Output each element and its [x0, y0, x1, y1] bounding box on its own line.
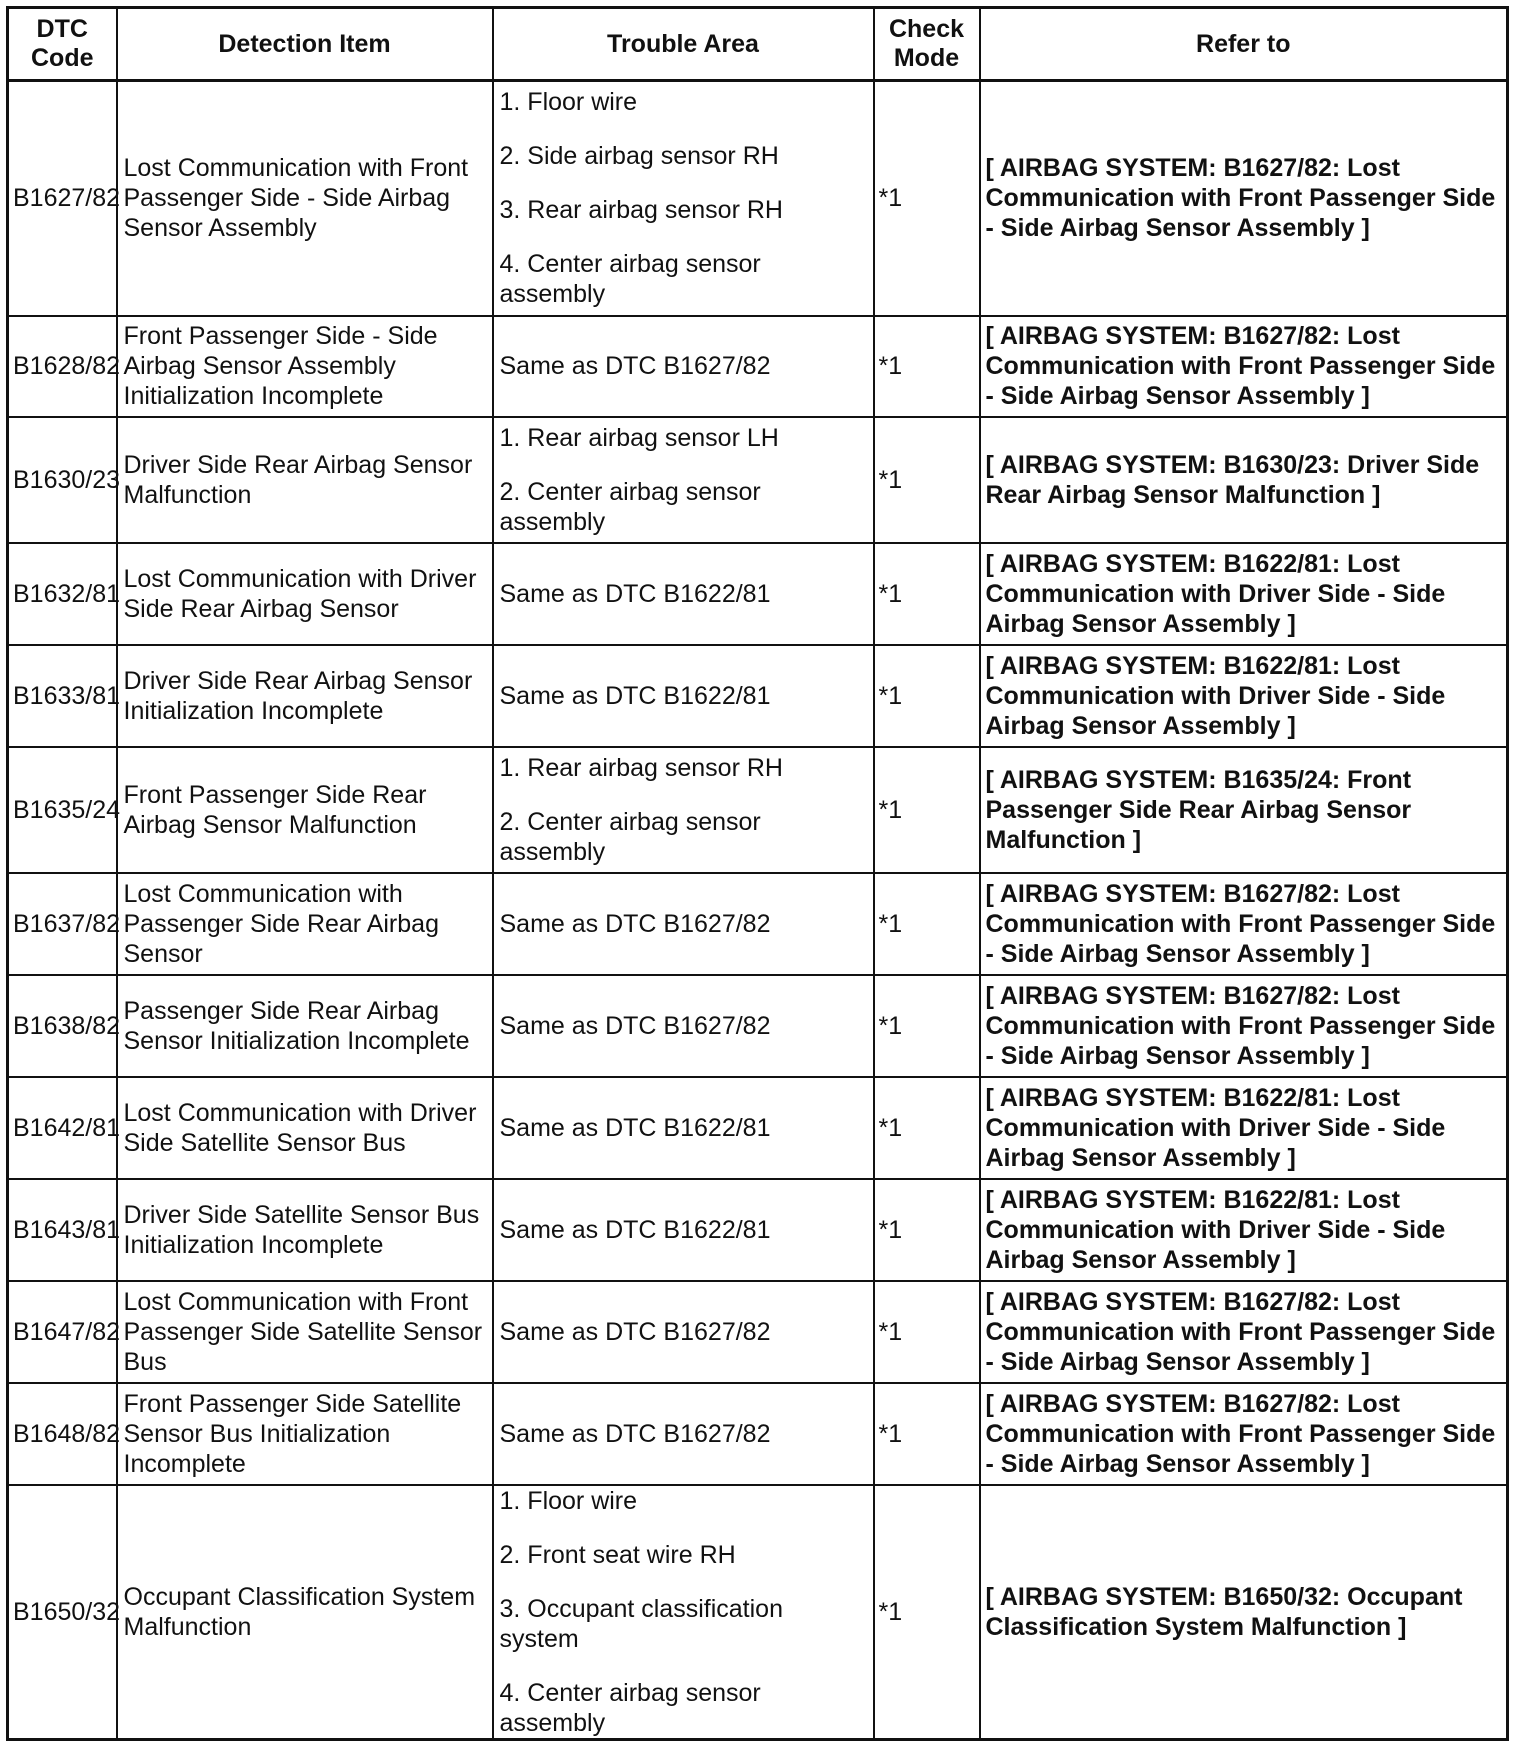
- detection-item-cell: Lost Communication with Front Passenger Side - Side Airbag Sensor Assembly: [117, 81, 493, 316]
- check-mode-cell: *1: [874, 417, 980, 543]
- trouble-area-cell: [493, 1179, 874, 1281]
- dtc-code-cell: B1647/82: [8, 1281, 117, 1383]
- dtc-code-cell: B1648/82: [8, 1383, 117, 1485]
- dtc-code-cell: B1650/32: [8, 1485, 117, 1740]
- check-mode-cell: *1: [874, 747, 980, 873]
- dtc-code-cell: B1643/81: [8, 1179, 117, 1281]
- dtc-code-cell: B1632/81: [8, 543, 117, 645]
- refer-to-cell: [ AIRBAG SYSTEM: B1627/82: Lost Communication with Front Passenger Side - Side Airbag Sensor Assembly ]: [980, 81, 1508, 316]
- dtc-code-cell: B1638/82: [8, 975, 117, 1077]
- detection-item-cell: Occupant Classification System Malfunction: [117, 1485, 493, 1740]
- trouble-area-list: [500, 909, 867, 939]
- refer-to-cell: [ AIRBAG SYSTEM: B1622/81: Lost Communication with Driver Side - Side Airbag Sensor Assembly ]: [980, 645, 1508, 747]
- check-mode-cell: *1: [874, 975, 980, 1077]
- dtc-table: [6, 6, 1509, 1741]
- trouble-area-item: 4. Center airbag sensor assembly: [499, 1678, 761, 1737]
- trouble-area-item: Same as DTC B1627/82: [499, 1011, 771, 1040]
- table-row: [8, 543, 1508, 645]
- trouble-area-list: [500, 1215, 867, 1245]
- trouble-area-item: Same as DTC B1627/82: [499, 352, 771, 380]
- detection-item-cell: Lost Communication with Driver Side Satellite Sensor Bus: [117, 1077, 493, 1179]
- detection-item-cell: Driver Side Rear Airbag Sensor Initialization Incomplete: [117, 645, 493, 747]
- trouble-area-list: [500, 579, 867, 609]
- refer-to-cell: [ AIRBAG SYSTEM: B1627/82: Lost Communication with Front Passenger Side - Side Airbag Sensor Assembly ]: [980, 1281, 1508, 1383]
- trouble-area-item: 2. Center airbag sensor assembly: [499, 477, 761, 536]
- trouble-area-list: [500, 1317, 867, 1347]
- check-mode-cell: *1: [874, 1383, 980, 1485]
- detection-item-cell: Front Passenger Side Satellite Sensor Bus Initialization Incomplete: [117, 1383, 493, 1485]
- header-refer-to: Refer to: [980, 8, 1508, 81]
- dtc-code-cell: B1635/24: [8, 747, 117, 873]
- detection-item-cell: Lost Communication with Driver Side Rear Airbag Sensor: [117, 543, 493, 645]
- refer-to-cell: [ AIRBAG SYSTEM: B1627/82: Lost Communication with Front Passenger Side - Side Airbag Sensor Assembly ]: [980, 316, 1508, 417]
- header-detection-item: Detection Item: [117, 8, 493, 81]
- trouble-area-item: 2. Front seat wire RH: [499, 1540, 736, 1569]
- refer-to-cell: [ AIRBAG SYSTEM: B1650/32: Occupant Classification System Malfunction ]: [980, 1485, 1508, 1740]
- refer-to-cell: [ AIRBAG SYSTEM: B1622/81: Lost Communication with Driver Side - Side Airbag Sensor Assembly ]: [980, 543, 1508, 645]
- check-mode-cell: *1: [874, 1485, 980, 1740]
- detection-item-cell: Front Passenger Side - Side Airbag Sensor Assembly Initialization Incomplete: [117, 316, 493, 417]
- table-row: [8, 1383, 1508, 1485]
- trouble-area-item: 1. Floor wire: [499, 88, 638, 117]
- trouble-area-cell: [493, 1281, 874, 1383]
- refer-to-cell: [ AIRBAG SYSTEM: B1627/82: Lost Communication with Front Passenger Side - Side Airbag Sensor Assembly ]: [980, 975, 1508, 1077]
- refer-to-cell: [ AIRBAG SYSTEM: B1630/23: Driver Side Rear Airbag Sensor Malfunction ]: [980, 417, 1508, 543]
- trouble-area-cell: [493, 1485, 874, 1740]
- detection-item-cell: Driver Side Rear Airbag Sensor Malfunction: [117, 417, 493, 543]
- trouble-area-list: [500, 1011, 867, 1041]
- detection-item-cell: Lost Communication with Passenger Side Rear Airbag Sensor: [117, 873, 493, 975]
- table-row: [8, 417, 1508, 543]
- check-mode-cell: *1: [874, 1077, 980, 1179]
- detection-item-cell: Driver Side Satellite Sensor Bus Initialization Incomplete: [117, 1179, 493, 1281]
- table-row: [8, 975, 1508, 1077]
- trouble-area-item: 1. Floor wire: [499, 1486, 638, 1515]
- trouble-area-item: Same as DTC B1627/82: [499, 1419, 771, 1448]
- trouble-area-item: 3. Rear airbag sensor RH: [499, 196, 783, 225]
- trouble-area-cell: [493, 543, 874, 645]
- table-row: [8, 1077, 1508, 1179]
- refer-to-cell: [ AIRBAG SYSTEM: B1627/82: Lost Communication with Front Passenger Side - Side Airbag Sensor Assembly ]: [980, 873, 1508, 975]
- trouble-area-cell: [493, 81, 874, 316]
- header-row: [8, 8, 1508, 81]
- refer-to-cell: [ AIRBAG SYSTEM: B1622/81: Lost Communication with Driver Side - Side Airbag Sensor Assembly ]: [980, 1179, 1508, 1281]
- trouble-area-list: [500, 1486, 867, 1738]
- trouble-area-item: 4. Center airbag sensor assembly: [499, 250, 761, 309]
- dtc-code-cell: B1627/82: [8, 81, 117, 316]
- trouble-area-list: [500, 681, 867, 711]
- trouble-area-cell: [493, 1383, 874, 1485]
- trouble-area-cell: [493, 747, 874, 873]
- check-mode-cell: *1: [874, 81, 980, 316]
- trouble-area-item: 2. Side airbag sensor RH: [499, 142, 779, 171]
- trouble-area-item: 1. Rear airbag sensor LH: [499, 423, 779, 452]
- table-row: [8, 747, 1508, 873]
- dtc-code-cell: B1637/82: [8, 873, 117, 975]
- trouble-area-item: Same as DTC B1622/81: [499, 1113, 771, 1142]
- trouble-area-list: [500, 87, 867, 309]
- trouble-area-list: [500, 1419, 867, 1449]
- detection-item-cell: Lost Communication with Front Passenger Side Satellite Sensor Bus: [117, 1281, 493, 1383]
- refer-to-cell: [ AIRBAG SYSTEM: B1627/82: Lost Communication with Front Passenger Side - Side Airbag Sensor Assembly ]: [980, 1383, 1508, 1485]
- dtc-code-cell: B1642/81: [8, 1077, 117, 1179]
- trouble-area-list: [500, 1113, 867, 1143]
- trouble-area-item: Same as DTC B1622/81: [499, 681, 771, 710]
- table-body: [8, 81, 1508, 1740]
- trouble-area-cell: [493, 975, 874, 1077]
- trouble-area-cell: [493, 1077, 874, 1179]
- trouble-area-item: Same as DTC B1627/82: [499, 1317, 771, 1346]
- trouble-area-cell: [493, 645, 874, 747]
- check-mode-cell: *1: [874, 316, 980, 417]
- detection-item-cell: Front Passenger Side Rear Airbag Sensor Malfunction: [117, 747, 493, 873]
- refer-to-cell: [ AIRBAG SYSTEM: B1622/81: Lost Communication with Driver Side - Side Airbag Sensor Assembly ]: [980, 1077, 1508, 1179]
- trouble-area-item: Same as DTC B1622/81: [499, 579, 771, 608]
- trouble-area-item: Same as DTC B1627/82: [499, 909, 771, 938]
- header-check-mode: Check Mode: [874, 8, 980, 81]
- check-mode-cell: *1: [874, 1179, 980, 1281]
- refer-to-cell: [ AIRBAG SYSTEM: B1635/24: Front Passenger Side Rear Airbag Sensor Malfunction ]: [980, 747, 1508, 873]
- check-mode-cell: *1: [874, 645, 980, 747]
- table-row: [8, 1179, 1508, 1281]
- trouble-area-list: [500, 423, 867, 537]
- table-row: [8, 1485, 1508, 1740]
- header-dtc-code: DTC Code: [8, 8, 117, 81]
- dtc-code-cell: B1628/82: [8, 316, 117, 417]
- trouble-area-cell: [493, 873, 874, 975]
- trouble-area-item: Same as DTC B1622/81: [499, 1215, 771, 1244]
- trouble-area-item: 1. Rear airbag sensor RH: [499, 753, 783, 782]
- check-mode-cell: *1: [874, 873, 980, 975]
- trouble-area-cell: [493, 316, 874, 417]
- trouble-area-list: [500, 753, 867, 867]
- table-row: [8, 1281, 1508, 1383]
- table-row: [8, 645, 1508, 747]
- check-mode-cell: *1: [874, 543, 980, 645]
- dtc-code-cell: B1630/23: [8, 417, 117, 543]
- check-mode-cell: *1: [874, 1281, 980, 1383]
- dtc-code-cell: B1633/81: [8, 645, 117, 747]
- trouble-area-cell: [493, 417, 874, 543]
- table-row: [8, 316, 1508, 417]
- trouble-area-list: [500, 351, 867, 381]
- detection-item-cell: Passenger Side Rear Airbag Sensor Initialization Incomplete: [117, 975, 493, 1077]
- table-row: [8, 873, 1508, 975]
- trouble-area-item: 3. Occupant classification system: [499, 1594, 783, 1653]
- header-trouble-area: Trouble Area: [493, 8, 874, 81]
- trouble-area-item: 2. Center airbag sensor assembly: [499, 807, 761, 866]
- table-row: [8, 81, 1508, 316]
